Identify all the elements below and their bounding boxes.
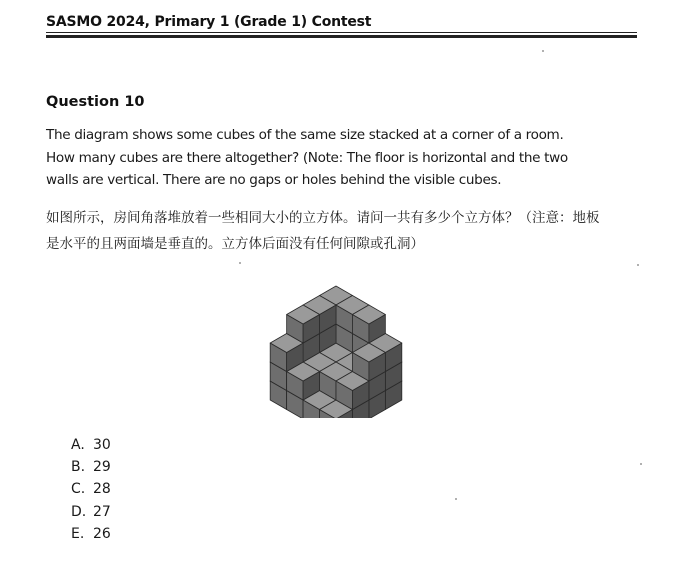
option-c[interactable] <box>71 478 111 500</box>
contest-title: SASMO 2024, Primary 1 (Grade 1) Contest <box>46 14 372 30</box>
question-text-english <box>46 124 646 192</box>
header-rule-thin <box>46 32 637 33</box>
scan-speck <box>239 262 241 264</box>
option-value: 29 <box>93 459 111 476</box>
option-b[interactable] <box>71 456 111 478</box>
scan-speck <box>542 50 544 52</box>
option-value: 30 <box>93 437 111 453</box>
question-text-chinese <box>46 205 656 257</box>
question-line: 如图所示，房间角落堆放着一些相同大小的立方体。请问一共有多少个立方体？（注意：地板 <box>46 210 600 226</box>
option-value: 26 <box>93 525 111 542</box>
option-letter: D. <box>71 503 87 520</box>
question-number: Question 10 <box>46 94 145 110</box>
scan-speck <box>637 264 639 266</box>
cube-group <box>270 286 402 418</box>
option-letter: E. <box>71 525 85 542</box>
question-line: How many cubes are there altogether? (Note: The floor is horizontal and the two <box>46 149 568 166</box>
option-e[interactable] <box>71 523 111 545</box>
scan-speck <box>455 498 457 500</box>
option-letter: A. <box>71 437 85 453</box>
option-value: 27 <box>93 503 111 520</box>
question-line: walls are vertical. There are no gaps or holes behind the visible cubes. <box>46 172 502 188</box>
question-line: 是水平的且两面墙是垂直的。立方体后面没有任何间隙或孔洞） <box>46 236 424 252</box>
option-value: 28 <box>93 481 111 498</box>
cube-stack-diagram <box>266 268 416 418</box>
question-line: The diagram shows some cubes of the same size stacked at a corner of a room. <box>46 127 564 143</box>
option-d[interactable] <box>71 501 111 523</box>
option-letter: C. <box>71 481 86 498</box>
answer-options <box>71 434 111 545</box>
option-letter: B. <box>71 459 86 476</box>
header-rule-thick <box>46 35 637 38</box>
scan-speck <box>640 463 642 465</box>
option-a[interactable] <box>71 434 111 456</box>
